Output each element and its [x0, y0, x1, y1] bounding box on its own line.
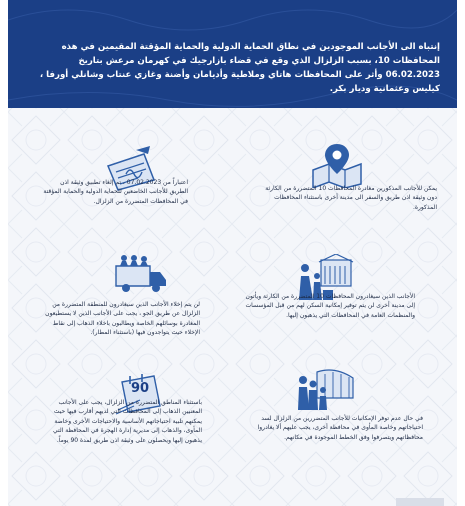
card-exit-permit-text: يمكن للأجانب المذكورين مغادرة المحافظات 10 المتضررة من الكارثة دون وثيقة اذن طريق والسفر الى مدينة أخرى باستثناء المحافظات المذكورة. — [265, 185, 437, 211]
card-cancel-permit-text: اعتباراً من 07.02.2023 ، تم إلغاء تطبيق وثيقة اذن الطريق للأجانب الخاضعين للحماية الدولية والحماية المؤقتة في المحافظات المتضررة من الزلزال. — [43, 179, 188, 205]
card-cancel-permit — [40, 142, 230, 232]
flag-strip-icon — [396, 492, 444, 506]
evacuation-truck-icon — [110, 250, 170, 298]
calendar-badge-number: 90 — [131, 381, 150, 396]
card-90-days — [40, 370, 230, 490]
banner-notice-text: إنتباه الى الأجانب الموجودين في نطاق الحماية الدولية والحماية المؤقتة المقيمين في هذه المحافظات 10، بسبب الزلزال الذي وقع في قضاء بازارجيك في كهرمان مرعش بتاريخ 06.02.2023 وأثر على المحافظات هاتاي وملاطية وأديامان وأضنة وغازي عنتاب وشانلي أورفا ، كيليس وعثمانية وديار بكر. — [39, 42, 440, 94]
card-shelter — [245, 368, 435, 478]
card-relocate — [245, 252, 435, 352]
card-relocate-text: الأجانب الذين سيغادرون المحافظات 10 المتضررة من الكارثة ويأتون إلى مدينة أخرى لن يتم توفير إمكانية السكن لهم من قبل المؤسسات والمنظمات العامة في المحافظات التي يذهبون إليها. — [245, 293, 415, 319]
card-exit-permit — [255, 140, 445, 230]
card-shelter-text: في حال عدم توفر الإمكانيات للأجانب المتضررين من الزلزال لسد احتياجاتهم وخاصة المأوى في محافظة أخرى، يجب عليهم ألا يغادروا محافظاتهم ويتصرفوا وفق الخطط الموجودة في مكانهم. — [257, 415, 423, 441]
shelter-people-icon — [295, 368, 355, 416]
map-pin-icon — [307, 140, 367, 188]
card-evacuation-text: لن يتم إخلاء الأجانب الذين سيغادرون للمنطقة المتضررة من الزلزال عن طريق الجو ، يجب على الأجانب الذين لا يستطيعون المغادرة بوسائلهم الخاصة ويطالبون باخلاء الذهاب إلى نقاط الإخلاء حيث يتواجدون فيها (باستثناء المطار). — [45, 301, 200, 337]
card-90-days-text: باستثناء المناطق المتضررة من الزلزال، يجب على الأجانب المعنيين الذهاب إلى المحافظات التي لديهم أقارب فيها حيث يمكنهم تلبية احتياجاتهم الأساسية والاحتياجات الأخرى وخاصة المأوى، والذهاب إلى مديرية إدارة الهجرة في المحافظة التي يذهبون إليها ويحصلون على وثيقة اذن طريق لمدة 90 يوماً. — [53, 399, 202, 444]
card-evacuation — [40, 250, 230, 360]
